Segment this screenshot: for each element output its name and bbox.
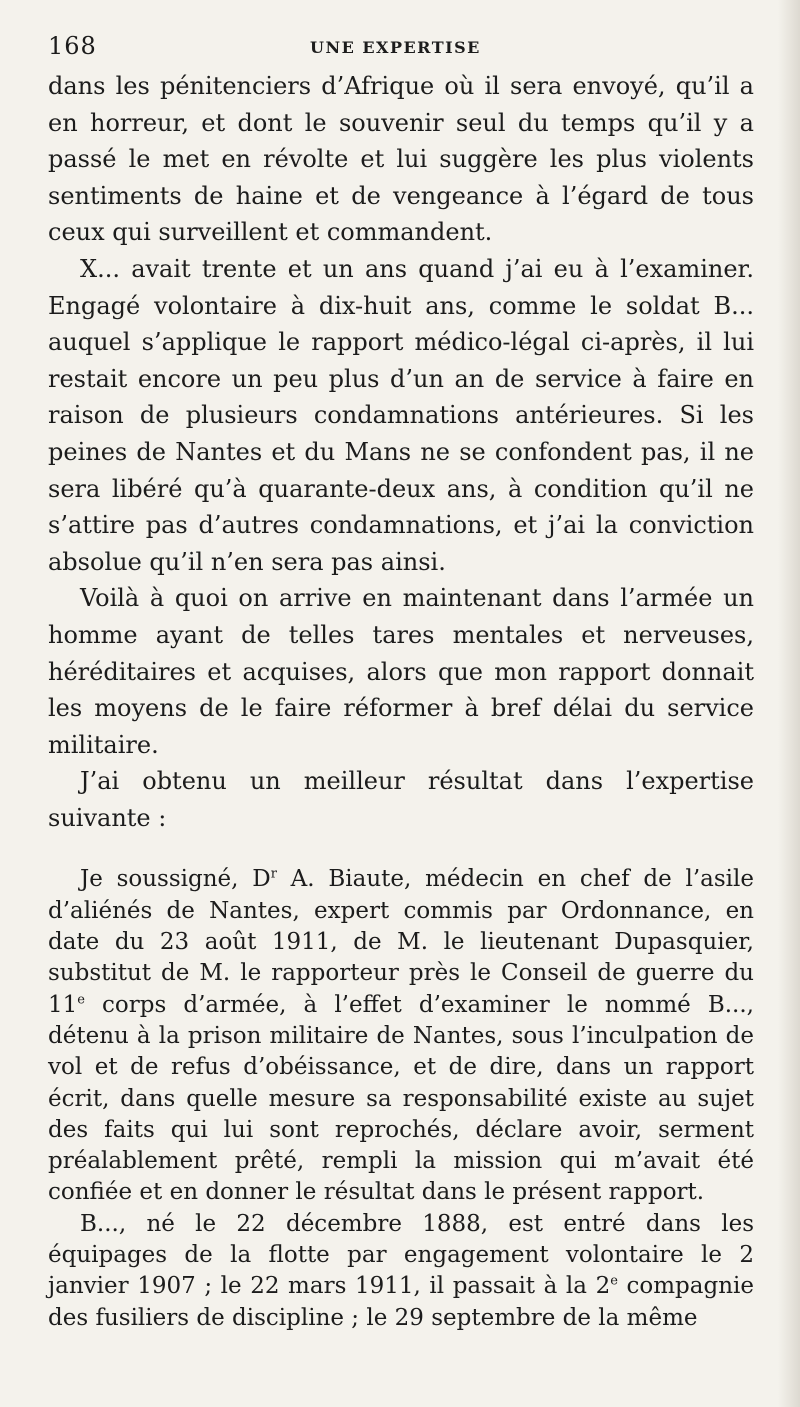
paragraph-transition: J’ai obtenu un meilleur résultat dans l’expertise suivante : xyxy=(48,767,754,832)
page-edge-shadow xyxy=(778,0,800,1407)
body-text xyxy=(48,68,754,836)
expert-report xyxy=(48,864,754,1333)
report-text-segment: Je soussigné, D xyxy=(80,866,271,893)
book-page xyxy=(48,30,754,1334)
superscript: e xyxy=(610,1273,618,1289)
superscript: r xyxy=(270,866,277,882)
page-header xyxy=(48,30,754,68)
report-text-segment: corps d’armée, à l’effet d’examiner le nommé B..., détenu à la prison militaire de Nantes, sous l’inculpation de vol et de refus d’obéissance, et de dire, dans un rapport écrit, dans quelle mesure sa responsabilité existe au sujet des faits qui lui sont reprochés, déclare avoir, serment préalablement prêté, rempli la mission qui m’avait été confiée et en donner le résultat dans le présent rapport. xyxy=(48,991,754,1206)
paragraph-x-case: X... avait trente et un ans quand j’ai eu à l’examiner. Engagé volontaire à dix-huit ans, comme le soldat B... auquel s’applique le rapport médico-légal ci-après, il lui restait encore un peu plus d’un an de service à faire en raison de plusieurs condamnations antérieures. Si les peines de Nantes et du Mans ne se confondent pas, il ne sera libéré qu’à quarante-deux ans, à condition qu’il ne s’attire pas d’autres condamnations, et j’ai la conviction absolue qu’il n’en sera pas ainsi. xyxy=(48,254,754,576)
page-number: 168 xyxy=(48,32,97,60)
superscript: e xyxy=(77,992,85,1007)
report-paragraph-history xyxy=(48,1209,754,1334)
paragraph-continuation: dans les pénitenciers d’Afrique où il sera envoyé, qu’il a en horreur, et dont le souvenir seul du temps qu’il y a passé le met en révolte et lui suggère les plus violents sentiments de haine et de vengeance à l’égard de tous ceux qui surveillent et commandent. xyxy=(48,72,754,247)
report-text-segment: B..., né le 22 décembre 1888, est entré dans les équipages de la flotte par engagement volontaire le 2 janvier 1907 ; le 22 mars 1911, il passait à la 2 xyxy=(48,1210,754,1300)
report-text-segment: compagnie des fusiliers de discipline ; le 29 septembre de la même xyxy=(48,1273,754,1331)
report-text-segment: A. Biaute, médecin en chef de l’asile d’aliénés de Nantes, expert commis par Ordonnance, en date du 23 août 1911, de M. le lieutenant Dupasquier, substitut de M. le rapporteur près le Conseil de guerre du 11 xyxy=(48,866,755,1018)
paragraph-conclusion: Voilà à quoi on arrive en maintenant dans l’armée un homme ayant de telles tares mentales et nerveuses, héréditaires et acquises, alors que mon rapport donnait les moyens de le faire réformer à bref délai du service militaire. xyxy=(48,584,754,759)
report-paragraph-declaration xyxy=(48,864,754,1208)
running-head: UNE EXPERTISE xyxy=(310,38,481,57)
